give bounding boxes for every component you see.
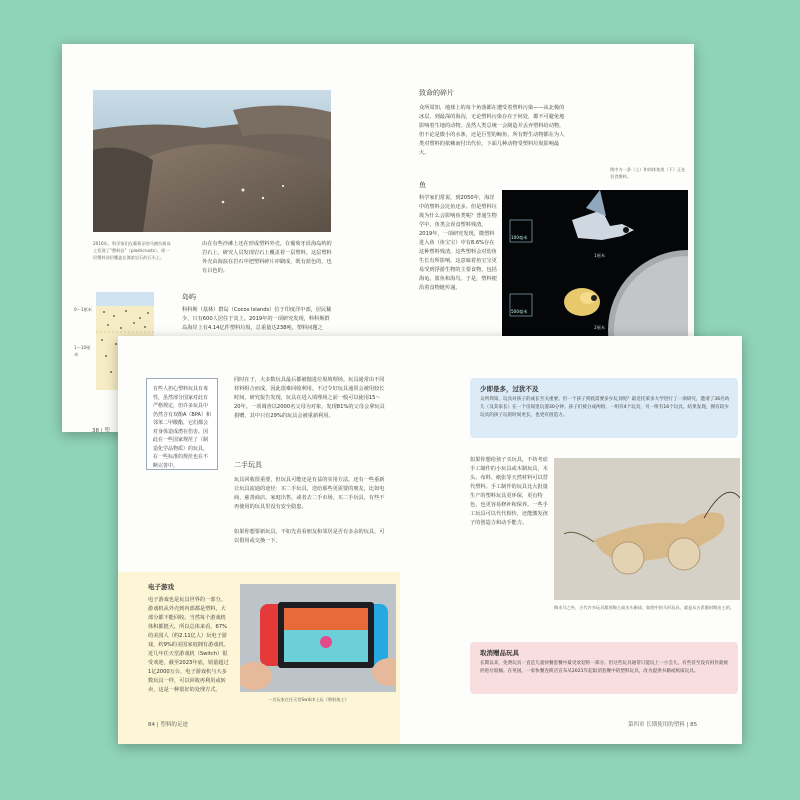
video-text: 电子游戏也是玩具世界的一部分。游戏机从外壳到内部都是塑料，大部分都不能回收。当然每个游戏机体积都挺大，所以总体来看，67%的美国人（约2.11亿人）玩电子游戏，约9%的美国家庭拥有游戏机。近几年任天堂游戏机（Switch）很受欢迎，截至2023年底，销量超过1亿2000万台。电子游戏机与大多数玩具一样，可以回收再利用或转卖，这是一种很好的处理方式。 bbox=[148, 597, 229, 693]
fish-text: 科学家们常说，到2050年，海洋中的塑料会比鱼还多。但是塑料垃圾为什么会影响鱼类呢？普通生物学中，鱼类会误食塑料残渣。2019年，一项研究发现，微塑料进入鱼（鱼宝宝）中有8.6%存在这种塑料残渣，这些塑料会对幼鱼生长有所影响，这意味着鱼宝宝更易受到浮游生物的主要食物，包括海龟、鲨鱼和海鸟。于是，塑料便沿着食物链传递。 bbox=[419, 195, 497, 291]
tip-box bbox=[470, 378, 738, 438]
chart-bottom-label: 1～10厘米 bbox=[74, 345, 91, 357]
tip-text: 众所周知，玩具对孩子的成长至关重要。但一个孩子到底需要多少玩具呢？最近托莱多大学进行了一项研究，邀请了36名幼儿（及其家长）在一个房间里玩耍30分钟。孩子们被分成两组，一组有4个玩具，另一组有16个玩具。结果发现，拥有较少玩具的孩子玩的时间更长，也更有创造力。 bbox=[480, 397, 730, 418]
fish-title: 鱼 bbox=[419, 181, 426, 189]
video-caption: 一名玩家在任天堂Switch上玩《喷射战士》 bbox=[268, 697, 349, 702]
switch-photo bbox=[240, 584, 396, 692]
cancel-box bbox=[470, 642, 738, 694]
intro-text: 同时在于，大多数玩具最后都被抛进垃圾填埋场。玩具通常由不同材料组合而成，因此很难回收利用。不过令好玩具通常会被用较长时间，研究报告发现，玩具在进入填埋场之前一般可以使用15～20年。一项调查以2000名父母为对象，发现81%的父母会拿玩具捐赠，其中只有29%的玩具会被重新利用。 bbox=[234, 377, 385, 419]
section1-intro: 由在有些沙滩上还在形成塑料外壳，在葡萄牙沿海岛屿的岩石上，研究人员发现岩石上覆盖着一层塑料。这层塑料外壳由海浪在岩石中把塑料碎片冲刷成，既有蓝色的，也有白色的。 bbox=[202, 241, 332, 274]
section2-title: 岛屿 bbox=[182, 293, 196, 301]
fish-caption: 图中为一条（上）和幼体鱼类（下）正在吞食塑料。 bbox=[610, 167, 686, 179]
video-title: 电子游戏 bbox=[148, 583, 174, 591]
back-page-number-value: 38 bbox=[92, 428, 99, 434]
section2-text: 科科斯（基林）群岛（Cocos Islands）位于印度洋中部，居民稀少，只有600人居住于其上。2019年的一项研究发现，科科斯群岛海岸上有4.14亿件塑料垃圾，总重量达238吨，塑料问题之 bbox=[182, 307, 332, 331]
chart-top-label: 0～1厘米 bbox=[74, 307, 92, 312]
page-left-number: 84 bbox=[148, 722, 155, 728]
toxicity-sidebox bbox=[146, 378, 218, 470]
size-bottom: 2厘米 bbox=[594, 325, 606, 330]
cancel-title: 取消赠品玩具 bbox=[480, 649, 519, 657]
secondhand-title: 二手玩具 bbox=[234, 461, 262, 469]
size-top: 1厘米 bbox=[594, 253, 606, 258]
page-right-number: 85 bbox=[690, 722, 698, 728]
front-book-page bbox=[118, 336, 742, 744]
section3-title: 致命的碎片 bbox=[419, 89, 454, 97]
rock-photo bbox=[93, 90, 331, 232]
tip-title: 少即是多，过犹不及 bbox=[480, 385, 539, 393]
scale-top: 100毫米 bbox=[511, 235, 528, 240]
sidebox-text: 有些人担心塑料玩具有毒性，虽然部分国家对此有严格规定，但许多玩具中仍然含有双酚A（BPA）和邻苯二甲酸酯，它们都会对身体造成潜在伤害。因此在一些国家规范了（制造化学品物质）的玩具，在一些标准的规范也在不断完善中。 bbox=[153, 386, 211, 469]
toy-photo bbox=[554, 458, 740, 600]
rock-caption: 2016年，科学家们在葡萄牙的马德拉群岛上发现了“塑料岩”（plasticrusts），即一层塑料涂层覆盖在海滨岩石的石头上。 bbox=[93, 241, 171, 260]
page-left-title: 塑料的足迹 bbox=[160, 722, 188, 728]
fish-photo bbox=[502, 190, 688, 342]
cancel-text: 长期以来，免费玩具一直是儿童快餐套餐中最受欢迎的一部分。但这些玩具通常只能玩上一小会儿，有些甚至没有拆封就被扔进垃圾桶。在英国，一家快餐连锁店宣布从2021年起取消套餐中的塑料玩具，改为提供书籍或纸质玩具。 bbox=[480, 661, 729, 674]
page-right-chapter: 第四章 bbox=[628, 722, 645, 728]
page-right-title: 长期使用的塑料 bbox=[646, 722, 685, 728]
scale-bottom: 500毫米 bbox=[511, 309, 528, 314]
secondhand-text-2: 如果你想要新玩具，不如先看看朋友和邻居是否有多余的玩具，可以借用或交换一下。 bbox=[234, 529, 385, 544]
video-game-box bbox=[118, 572, 400, 744]
back-page-number: 38 | 塑 bbox=[92, 428, 110, 434]
front-right-footer: 第四章 长期使用的塑料 | 85 bbox=[628, 722, 698, 728]
toy-caption: 陶木马之外，古代许多玩具都用陶土或木头制成。如图中的马形玩具，就是从古希腊时期出土的。 bbox=[554, 605, 735, 610]
secondhand-text: 玩具回收很重要，但玩具可能还是有益的实用方法。还有一些重新让玩具流通的途径：买二手玩具，送给那些更需要的朋友，比如电商、慈善商店、家庭出售，或者去二手市场。买二手玩具，有些不再使用的玩具里没有安全隐患。 bbox=[234, 477, 385, 510]
craft-text: 如果你想给孩子买玩具，不妨考虑手工制作的小玩具或木制玩具，木头、布料、纸张等天然材料可以替代塑料。手工制作的玩具比大批量生产的塑料玩具更环保，更有特色，也更容易修补和保养。一些手工玩具可以代代相传，还能激发孩子的创造力和动手能力。 bbox=[470, 457, 548, 526]
section3-text: 众所周知，地球上的每个角落都在遭受着塑料污染——从北极的冰层、到最深的海沟，无论塑料污染存在于何处，都不可避免地影响着生地的动物。虽然人类总统一会制造并丢弃塑料给动物，但不论是微小的水条，还是巨型的鲸鱼，所有野生动物都在为人类对塑料的依赖而付出代价。下面几种动物受塑料垃圾影响最大。 bbox=[419, 105, 565, 156]
back-page-title: 塑 bbox=[104, 428, 110, 434]
front-left-footer: 84 | 塑料的足迹 bbox=[148, 722, 188, 728]
